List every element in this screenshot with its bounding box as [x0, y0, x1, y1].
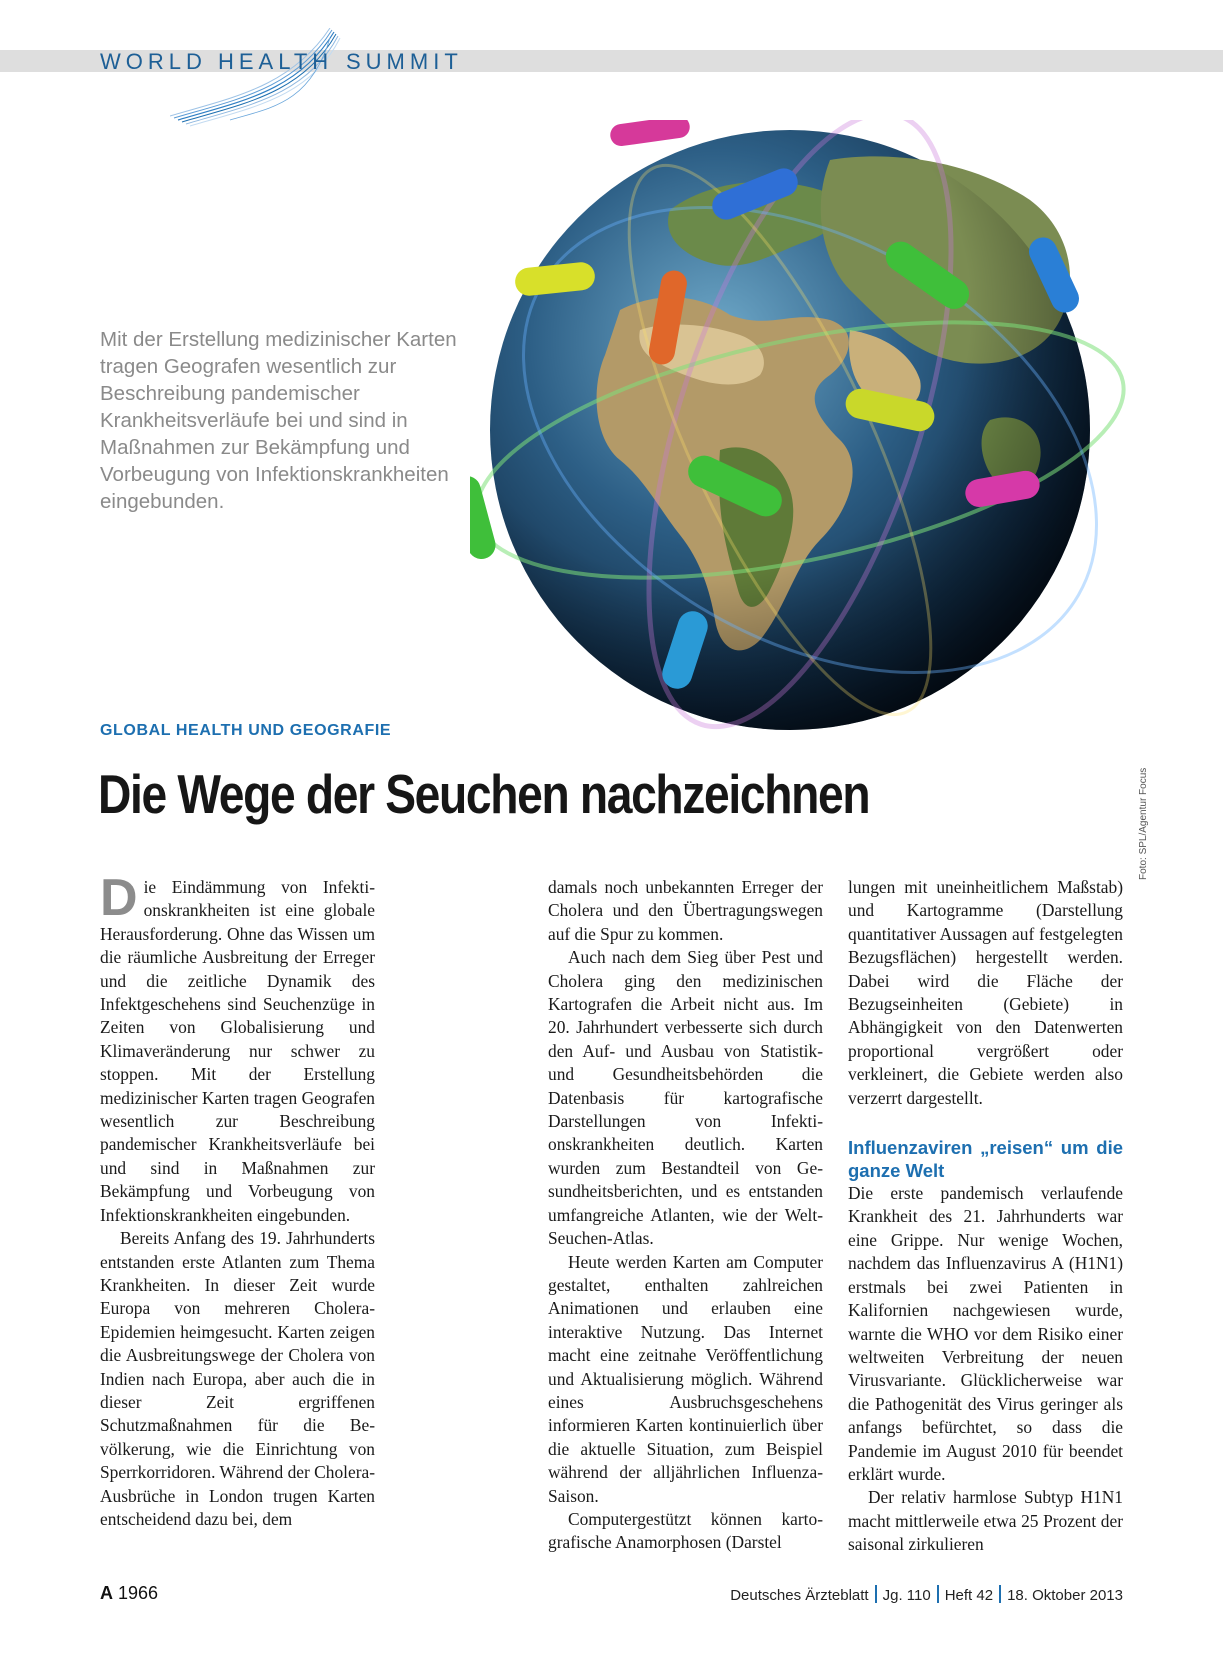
paragraph: ie Eindämmung von Infektionskrankheiten ist eine globale Herausforderung. Ohne das Wissen um die räumliche Ausbreitung der Erreger und die zeitliche Dynamik des Infektgeschehens sind Seuchenzüge in Zeiten von Globalisierung und Klimaveränderung nur schwer zu stoppen. Mit der Erstellung medizinischer Karten tragen Geografen wesentlich zur Beschreibung pandemischer Krankheitsverläufe bei und sind in Maßnahmen zur Bekämpfung und Vorbeugung von Infektionskrankheiten eingebunden.	[100, 877, 375, 1225]
page-number-value: 1966	[118, 1583, 159, 1603]
page-number	[100, 1583, 158, 1604]
article-column-3	[848, 876, 1123, 1557]
paragraph: Computergestützt können kartografische Anamorphosen (Darstel	[548, 1508, 823, 1553]
issue: Heft 42	[944, 1587, 994, 1604]
paragraph: damals noch unbekannten Erreger der Cholera und den Übertragungswegen auf die Spur zu kommen.	[548, 877, 823, 944]
swoosh-logo-icon	[170, 28, 360, 128]
footer-info	[730, 1585, 1123, 1604]
article-column-1	[100, 869, 375, 1531]
volume: Jg. 110	[882, 1587, 931, 1604]
dropcap: D	[100, 869, 138, 927]
paragraph: Auch nach dem Sieg über Pest und Cholera ging den medizinischen Kartografen die Arbeit nicht aus. Im 20. Jahrhundert verbesserte sich durch den Auf- und Ausbau von Statistik- und Gesundheitsbehörden die Datenbasis für kartografische Darstellungen von Infektionskrankheiten deutlich. Karten wurden zum Bestandteil von Gesundheitsberichten, und es entstanden umfangreiche Atlanten, wie der Welt-Seuchen-Atlas.	[548, 947, 823, 1249]
page-prefix: A	[100, 1583, 113, 1603]
separator	[999, 1585, 1001, 1603]
journal-name: Deutsches Ärzteblatt	[730, 1587, 869, 1604]
paragraph: lungen mit uneinheitlichem Maßstab) und Kartogramme (Darstellung quantitativer Aussagen auf festgelegten Bezugsflächen) hergestellt werden. Dabei wird die Fläche der Bezugseinheiten (Gebiete) in Abhängigkeit von den Datenwerten proportional vergrößert oder verkleinert, die Gebiete werden also verzerrt dargestellt.	[848, 877, 1123, 1108]
paragraph: Der relativ harmlose Subtyp H1N1 macht mittlerweile etwa 25 Prozent der saisonal zirkulieren	[848, 1487, 1123, 1555]
kicker: GLOBAL HEALTH UND GEOGRAFIE	[100, 722, 392, 739]
separator	[937, 1585, 939, 1603]
date: 18. Oktober 2013	[1007, 1587, 1123, 1604]
separator	[875, 1585, 877, 1603]
paragraph: Heute werden Karten am Computer gestaltet, enthalten zahlreichen Animationen und erlauben eine interaktive Nutzung. Das Internet macht eine zeitnahe Veröffentlichung und Aktualisierung möglich. Während eines Ausbruchsgeschehens informieren Karten kontinuierlich über die aktuelle Situation, zum Beispiel während der alljährlichen Influenza-Saison.	[548, 1251, 823, 1506]
paragraph: Die erste pandemisch verlaufende Krankheit des 21. Jahrhunderts war eine Grippe. Nur wenige Wochen, nachdem das Influenzavirus A (H1N1) erstmals bei zwei Patienten in Kalifornien nachgewiesen wurde, warnte die WHO vor dem Risiko einer weltweiten Verbreitung der neuen Virusvariante. Glücklicherweise war die Pathogenität des Virus geringer als anfangs befürchtet, so dass die Pandemie im August 2010 für beendet erklärt wurde.	[848, 1183, 1123, 1484]
header-world-health: WORLD HEALTH	[100, 49, 334, 74]
photo-credit: Foto: SPL/Agentur Focus	[1138, 767, 1149, 880]
headline: Die Wege der Seuchen nachzeichnen	[98, 763, 870, 825]
subheading: Influenzaviren „reisen“ um die ganze Welt	[848, 1137, 1123, 1182]
globe-bacteria-illustration	[470, 120, 1150, 760]
intro-text: Mit der Erstellung medizinischer Karten tragen Geografen wesentlich zur Beschreibung pandemischer Krankheitsverläufe bei und sind in Maßnahmen zur Bekämpfung und Vorbeugung von Infektionskrankheiten eingebunden.	[100, 328, 457, 513]
paragraph: Bereits Anfang des 19. Jahrhunderts entstanden erste Atlanten zum Thema Krankheiten. In dieser Zeit wurde Europa von mehreren Cholera-Epidemien heimgesucht. Karten zeigen die Ausbreitungswege der Cholera von Indien nach Europa, aber auch die in dieser Zeit ergriffenen Schutzmaßnahmen für die Bevölkerung, wie die Einrichtung von Sperrkorridoren. Während der Cholera-Ausbrüche in London trugen Karten entscheidend dazu bei, dem	[100, 1228, 375, 1529]
header-summit: SUMMIT	[346, 49, 463, 74]
article-column-2	[548, 876, 823, 1555]
